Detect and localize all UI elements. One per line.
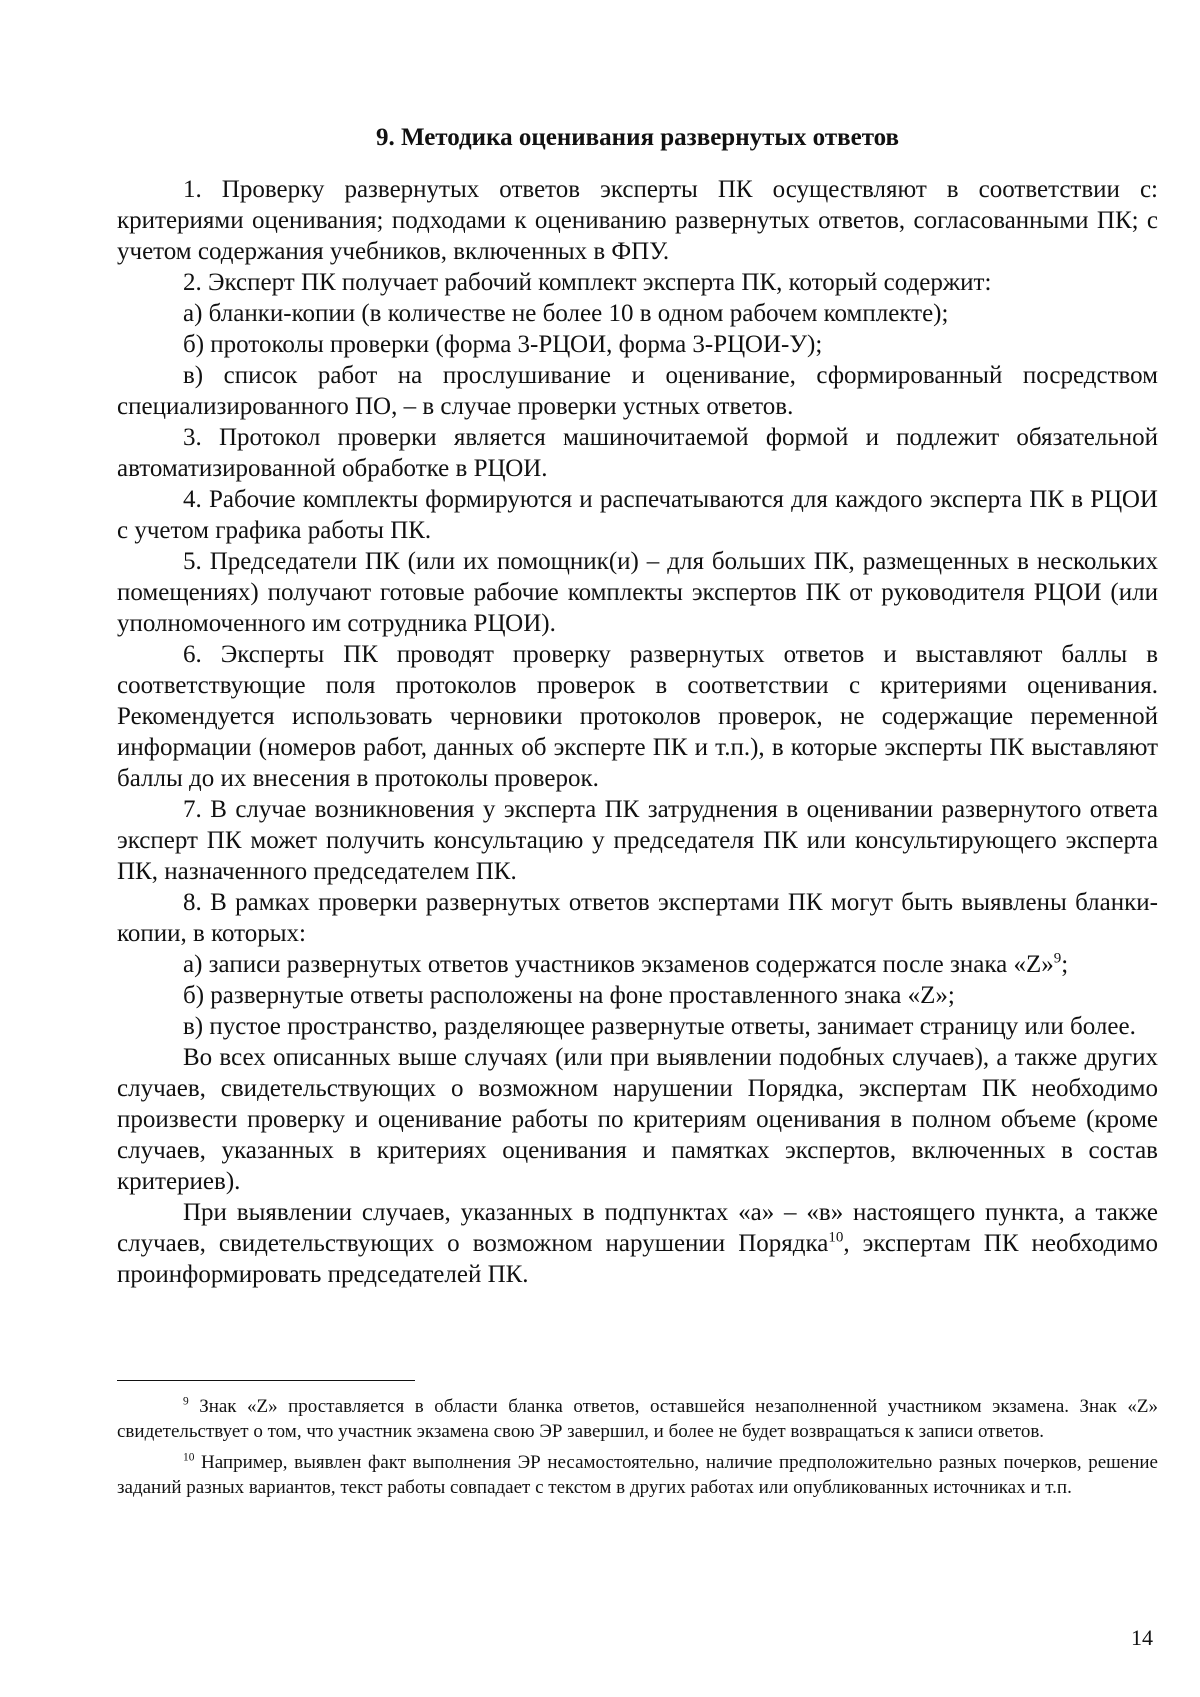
main-content (117, 122, 1158, 1290)
paragraph-all-cases: Во всех описанных выше случаях (или при выявлении подобных случаев), а также других случаев, свидетельствующих о возможном нарушении Порядка, экспертам ПК необходимо произвести проверку и оценивание работы по критериям оценивания в полном объеме (кроме случаев, указанных в критериях оценивания и памятках экспертов, включенных в состав критериев). (117, 1044, 1158, 1195)
footnote-9 (117, 1394, 1158, 1444)
paragraph-final-text: При выявлении случаев, указанных в подпунктах «а» – «в» настоящего пункта, а также случаев, свидетельствующих о возможном нарушении Порядка (117, 1199, 1158, 1257)
paragraph-2a: а) бланки-копии (в количестве не более 10 в одном рабочем комплекте); (183, 300, 949, 327)
paragraph-2b: б) протоколы проверки (форма 3-РЦОИ, форма 3-РЦОИ-У); (183, 331, 823, 358)
footnote-10 (117, 1450, 1158, 1500)
paragraph-6: 6. Эксперты ПК проводят проверку развернутых ответов и выставляют баллы в соответствующие поля протоколов проверок в соответствии с критериями оценивания. Рекомендуется использовать черновики протоколов проверок, не содержащие переменной информации (номеров работ, данных об эксперте ПК и т.п.), в которые эксперты ПК выставляют баллы до их внесения в протоколы проверок. (117, 641, 1158, 792)
paragraph-8a-text: а) записи развернутых ответов участников экзаменов содержатся после знака «Z» (183, 951, 1054, 978)
paragraph-4: 4. Рабочие комплекты формируются и распечатываются для каждого эксперта ПК в РЦОИ с учетом графика работы ПК. (117, 486, 1158, 544)
paragraph-3: 3. Протокол проверки является машиночитаемой формой и подлежит обязательной автоматизированной обработке в РЦОИ. (117, 424, 1158, 482)
paragraph-2c: в) список работ на прослушивание и оценивание, сформированный посредством специализированного ПО, – в случае проверки устных ответов. (117, 362, 1158, 420)
footnote-ref-10[interactable]: 10 (828, 1229, 844, 1246)
paragraph-2: 2. Эксперт ПК получает рабочий комплект эксперта ПК, который содержит: (183, 269, 992, 296)
page-number: 14 (1131, 1625, 1153, 1650)
footnote-separator (117, 1380, 415, 1381)
paragraph-7: 7. В случае возникновения у эксперта ПК затруднения в оценивании развернутого ответа эксперт ПК может получить консультацию у председателя ПК или консультирующего эксперта ПК, назначенного председателем ПК. (117, 796, 1158, 885)
paragraph-final (117, 1197, 1158, 1290)
paragraph-5: 5. Председатели ПК (или их помощник(и) – для больших ПК, размещенных в нескольких помещениях) получают готовые рабочие комплекты экспертов ПК от руководителя РЦОИ (или уполномоченного им сотрудника РЦОИ). (117, 548, 1158, 637)
footnote-text-9: Знак «Z» проставляется в области бланка ответов, оставшейся незаполненной участником экзамена. Знак «Z» свидетельствует о том, что участник экзамена свою ЭР завершил, и более не будет возвращаться к записи ответов. (117, 1396, 1158, 1442)
footnote-ref-9[interactable]: 9 (1053, 950, 1062, 967)
paragraph-8b: б) развернутые ответы расположены на фоне проставленного знака «Z»; (183, 982, 955, 1009)
paragraph-8a (117, 949, 1158, 980)
footnotes (117, 1394, 1158, 1506)
footnote-mark-10: 10 (183, 1451, 195, 1464)
paragraph-1: 1. Проверку развернутых ответов эксперты ПК осуществляют в соответствии с: критериями оценивания; подходами к оцениванию развернутых ответов, согласованными ПК; с учетом содержания учебников, включенных в ФПУ. (117, 176, 1158, 265)
paragraph-8: 8. В рамках проверки развернутых ответов экспертами ПК могут быть выявлены бланки-копии, в которых: (117, 889, 1158, 947)
paragraph-final-tail: , экспертам ПК необходимо проинформировать председателей ПК. (117, 1230, 1158, 1288)
footnote-text-10: Например, выявлен факт выполнения ЭР несамостоятельно, наличие предположительно разных почерков, решение заданий разных вариантов, текст работы совпадает с текстом в других работах или опубликованных источниках и т.п. (117, 1452, 1158, 1498)
section-heading: 9. Методика оценивания развернутых ответов (375, 124, 900, 151)
footnote-mark-9: 9 (183, 1395, 189, 1408)
paragraph-8c: в) пустое пространство, разделяющее развернутые ответы, занимает страницу или более. (183, 1013, 1136, 1040)
paragraph-8a-tail: ; (1061, 951, 1069, 978)
